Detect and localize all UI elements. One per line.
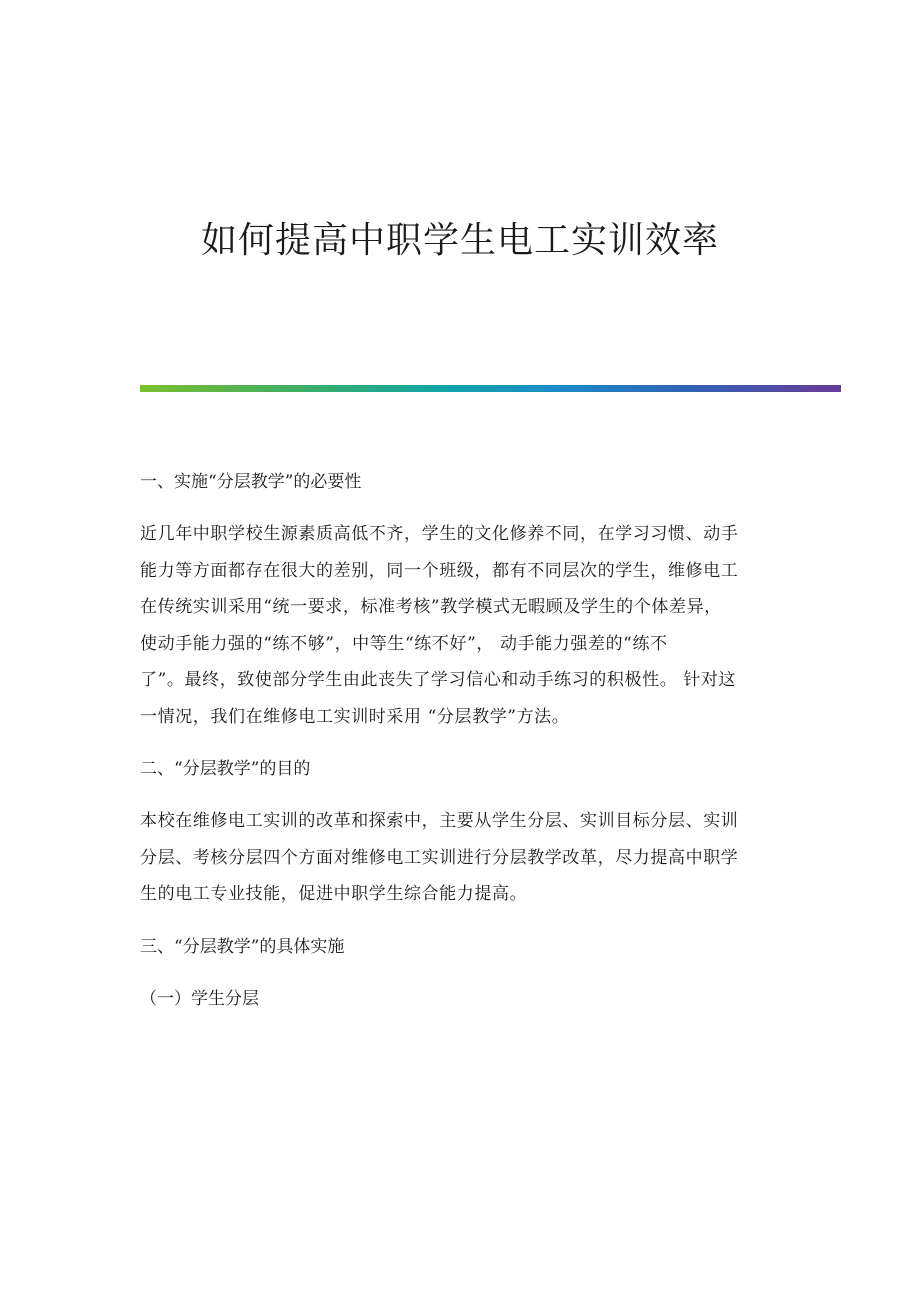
section-heading-1: 一、实施“分层教学”的必要性 (140, 472, 362, 492)
section-paragraph-1 (140, 516, 790, 735)
title-divider (140, 385, 841, 392)
paragraph-line: 在传统实训采用“统一要求，标准考核”教学模式无暇顾及学生的个体差异， (140, 597, 722, 617)
paragraph-line: 生的电工专业技能，促进中职学生综合能力提高。 (140, 884, 528, 904)
document-body (140, 464, 790, 1017)
section-paragraph-2 (140, 803, 790, 913)
paragraph-line: 了”。最终，致使部分学生由此丧失了学习信心和动手练习的积极性。 针对这 (140, 670, 737, 690)
document-title: 如何提高中职学生电工实训效率 (200, 220, 719, 261)
paragraph-line: 本校在维修电工实训的改革和探索中，主要从学生分层、实训目标分层、实训 (140, 811, 739, 831)
section-heading-3: 三、“分层教学”的具体实施 (140, 936, 345, 957)
paragraph-line: 近几年中职学校生源素质高低不齐，学生的文化修养不同，在学习习惯、动手 (140, 524, 739, 544)
subsection-heading: （一）学生分层 (140, 988, 259, 1009)
paragraph-line: 使动手能力强的“练不够”，中等生“练不好”， 动手能力强差的“练不 (140, 633, 668, 654)
paragraph-line: 能力等方面都存在很大的差别，同一个班级，都有不同层次的学生，维修电工 (140, 560, 739, 581)
paragraph-line: 一情况，我们在维修电工实训时采用 “分层教学”方法。 (140, 706, 570, 727)
paragraph-line: 分层、考核分层四个方面对维修电工实训进行分层教学改革，尽力提高中职学 (140, 847, 739, 868)
section-heading-2: 二、“分层教学”的目的 (140, 759, 311, 779)
